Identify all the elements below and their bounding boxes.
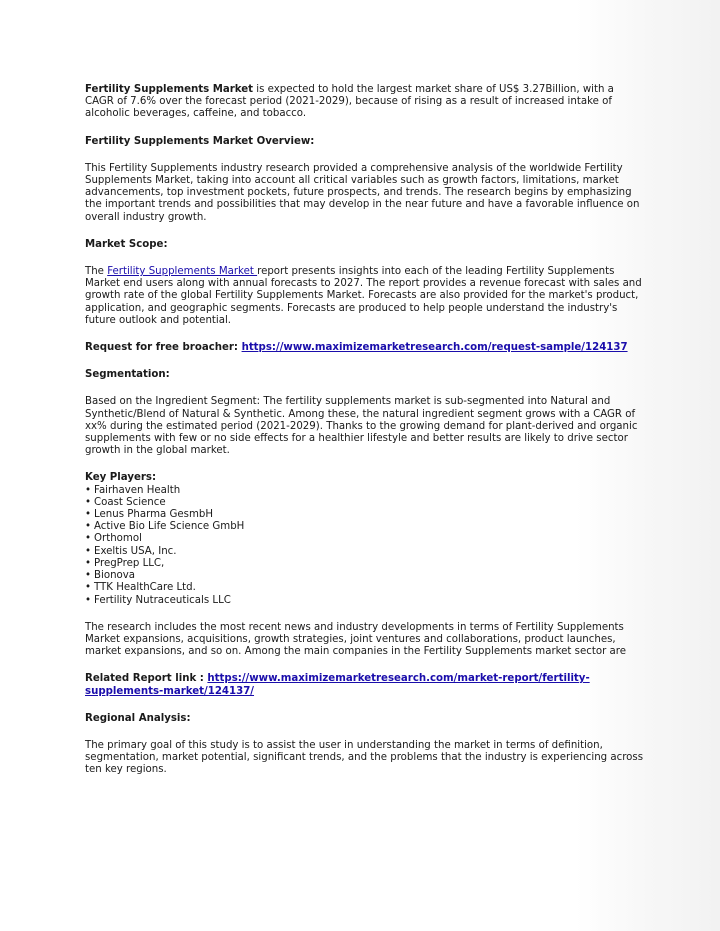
bullet-icon: • — [85, 484, 92, 496]
key-player-name: Lenus Pharma GesmbH — [94, 509, 214, 521]
related-report-link[interactable]: https://www.maximizemarketresearch.com/market-report/fertility-supplements-market/124137/ — [85, 673, 590, 697]
key-player-name: PregPrep LLC, — [94, 557, 165, 569]
bullet-icon: • — [85, 496, 92, 508]
document-body — [85, 84, 645, 777]
key-player-name: Fairhaven Health — [94, 484, 181, 496]
key-player-item — [85, 497, 645, 509]
key-player-item — [85, 485, 645, 497]
key-player-name: Active Bio Life Science GmbH — [94, 521, 245, 533]
scope-text-after: report presents insights into each of the leading Fertility Supplements Market end users along with annual forecasts to 2027. The report provides a revenue forecast with sales and growth rate of the global Fertility Supplements Market. Forecasts are also provided for the market's product, application, and geographic segments. Forecasts are produced to help people understand the industry's future outlook and potential. — [85, 266, 642, 326]
intro-paragraph — [85, 84, 645, 121]
scope-heading: Market Scope: — [85, 238, 168, 250]
segmentation-text: Based on the Ingredient Segment: The fertility supplements market is sub-segmented into Natural and Synthetic/Blend of Natural & Synthetic. Among these, the natural ingredient segment grows with a CAGR of xx% during the estimated period (2021-2029). Thanks to the growing demand for plant-derived and organic supplements with few or no side effects for a healthier lifestyle and better results are likely to drive sector growth in the global market. — [85, 396, 638, 457]
bullet-icon: • — [85, 509, 92, 521]
request-paragraph — [85, 342, 645, 354]
related-label: Related Report link : — [85, 673, 208, 685]
related-paragraph — [85, 673, 645, 697]
key-player-name: Orthomol — [94, 533, 142, 545]
bullet-icon: • — [85, 521, 92, 533]
intro-text: is expected to hold the largest market share of US$ 3.27Billion, with a CAGR of 7.6% over the forecast period (2021-2029), because of rising as a result of increased intake of alcoholic beverages, caffeine, and tobacco. — [85, 84, 614, 120]
scope-paragraph — [85, 266, 645, 327]
key-player-name: Bionova — [94, 570, 136, 582]
key-player-item — [85, 509, 645, 521]
key-player-item — [85, 582, 645, 594]
key-player-item — [85, 558, 645, 570]
bullet-icon: • — [85, 582, 92, 594]
key-player-item — [85, 546, 645, 558]
bullet-icon: • — [85, 533, 92, 545]
key-player-item — [85, 533, 645, 545]
key-player-name: Fertility Nutraceuticals LLC — [94, 594, 231, 606]
key-player-name: Coast Science — [94, 496, 166, 508]
key-players-list — [85, 485, 645, 607]
key-players-heading: Key Players: — [85, 472, 157, 484]
key-player-item — [85, 570, 645, 582]
bullet-icon: • — [85, 557, 92, 569]
scope-text-before: The — [85, 266, 108, 278]
key-player-name: TTK HealthCare Ltd. — [94, 582, 196, 594]
request-sample-link[interactable]: https://www.maximizemarketresearch.com/request-sample/124137 — [241, 342, 628, 354]
intro-title: Fertility Supplements Market — [85, 84, 254, 95]
request-label: Request for free broacher: — [85, 342, 242, 354]
bullet-icon: • — [85, 594, 92, 606]
overview-text: This Fertility Supplements industry research provided a comprehensive analysis of the worldwide Fertility Supplements Market, taking into account all critical variables such as growth factors, limitations, market advancements, top investment pockets, future prospects, and trends. The research begins by emphasizing the important trends and possibilities that may develop in the near future and have a favorable influence on overall industry growth. — [85, 162, 640, 223]
segmentation-heading: Segmentation: — [85, 369, 170, 381]
key-player-item — [85, 521, 645, 533]
research-text: The research includes the most recent news and industry developments in terms of Fertility Supplements Market expansions, acquisitions, growth strategies, joint ventures and collaborations, product launches, market expansions, and so on. Among the main companies in the Fertility Supplements market sector are — [85, 621, 626, 658]
scope-market-link[interactable]: Fertility Supplements Market — [107, 266, 258, 278]
key-player-item — [85, 595, 645, 607]
key-player-name: Exeltis USA, Inc. — [94, 545, 177, 557]
regional-heading: Regional Analysis: — [85, 712, 191, 724]
bullet-icon: • — [85, 545, 92, 557]
bullet-icon: • — [85, 570, 92, 582]
regional-text: The primary goal of this study is to assist the user in understanding the market in terms of definition, segmentation, market potential, significant trends, and the problems that the industry is experiencing across ten key regions. — [85, 739, 644, 776]
overview-heading: Fertility Supplements Market Overview: — [85, 135, 315, 147]
